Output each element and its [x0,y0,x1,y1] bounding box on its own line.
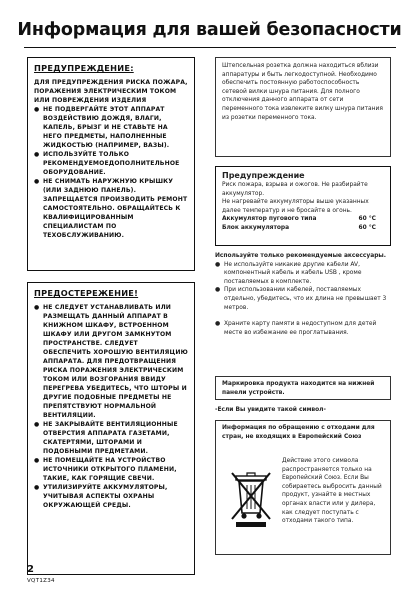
caution-item: ● НЕ ЗАКРЫВАЙТЕ ВЕНТИЛЯЦИОННЫЕ ОТВЕРСТИЯ АППАРАТА ГАЗЕТАМИ, СКАТЕРТЯМИ, ШТОРАМИ И ПОДОБНЫМИ ПРЕДМЕТАМИ. [34,420,188,456]
marking-note-box [215,376,391,400]
disposal-heading: Информация по обращению с отходами для стран, не входящих в Европейский Союз [222,425,375,440]
caution-body [34,303,188,510]
caution-item: ● НЕ ПОМЕЩАЙТЕ НА УСТРОЙСТВО ИСТОЧНИКИ ОТКРЫТОГО ПЛАМЕНИ, ТАКИЕ, КАК ГОРЯЩИЕ СВЕЧИ. [34,456,188,483]
warning-intro: ДЛЯ ПРЕДУПРЕЖДЕНИЯ РИСКА ПОЖАРА, ПОРАЖЕНИЯ ЭЛЕКТРИЧЕСКИМ ТОКОМ ИЛИ ПОВРЕЖДЕНИЯ ИЗДЕЛИЯ [34,79,188,104]
battery-warning-line: Не нагревайте аккумуляторы выше указанных далее температур и не бросайте в огонь. [222,199,369,214]
battery-warning-heading: Предупреждение [222,171,305,180]
caution-box [27,282,195,575]
caution-heading: ПРЕДОСТЕРЕЖЕНИЕ! [34,288,139,298]
warning-heading: ПРЕДУПРЕЖДЕНИЕ: [34,63,134,73]
battery-temp-value: 60 °C [358,216,376,223]
battery-temp-value: 60 °C [358,224,376,231]
page-title: Информация для вашей безопасности [17,20,402,40]
symbol-heading: -Если Вы увидите такой символ- [215,407,326,413]
accessories-item: ● При использовании кабелей, поставляемых отдельно, убедитесь, что их длина не превышает 3 метров. [215,286,393,312]
warning-box [27,57,195,271]
battery-temp-row [222,224,384,233]
battery-warning-box [215,166,391,246]
battery-warning-line: Риск пожара, взрыва и ожогов. Не разбирайте аккумулятор. [222,182,368,197]
marking-note: Маркировка продукта находится на нижней панели устройств. [222,381,375,396]
battery-temp-label: Аккумулятор пугового типа [222,216,317,223]
accessories-item: ● Не используйте никакие другие кабели AV, компонентный кабель и кабель USB , кроме поставляемых в комплекте. [215,261,393,287]
socket-note-box [215,57,391,157]
title-rule [24,47,396,48]
accessories-list [215,261,393,338]
disposal-box [215,420,391,555]
warning-item: ● ИСПОЛЬЗУЙТЕ ТОЛЬКО РЕКОМЕНДУЕМОЕДОПОЛНИТЕЛЬНОЕ ОБОРУДОВАНИЕ. [34,150,188,177]
warning-list [34,105,188,240]
warning-body [34,78,188,240]
accessories-heading: Используйте только рекомендуемые аксессуары. [215,253,386,259]
disposal-text: Действие этого символа распространяется только на Европейский Союз. Если Вы собираетесь выбросить данный продукт, узнайте в местных органах власти или у дилера, как следует поступать с отходами такого типа. [282,458,382,525]
page-number: 2 [27,564,34,575]
crossed-out-wheelie-bin-icon [226,463,276,529]
socket-note: Штепсельная розетка должна находиться вблизи аппаратуры и быть легкодоступной. Необходимо обеспечить постоянную работоспособность сетевой вилки шнура питания. Для полного отключения данного аппарата от сети переменного тока извлеките вилку шнура питания из розетки переменного тока. [222,63,383,121]
document-code: VQT1Z34 [27,578,55,584]
caution-item: ● НЕ СЛЕДУЕТ УСТАНАВЛИВАТЬ ИЛИ РАЗМЕЩАТЬ ДАННЫЙ АППАРАТ В КНИЖНОМ ШКАФУ, ВСТРОЕННОМ ШКАФУ ИЛИ ДРУГОМ ЗАМКНУТОМ ПРОСТРАНСТВЕ. СЛЕДУЕТ ОБЕСПЕЧИТЬ ХОРОШУЮ ВЕНТИЛЯЦИЮ АППАРАТА. ДЛЯ ПРЕДОТВРАЩЕНИЯ РИСКА ПОРАЖЕНИЯ ЭЛЕКТРИЧЕСКИМ ТОКОМ ИЛИ ВОЗГОРАНИЯ ВВИДУ ПЕРЕГРЕВА УБЕДИТЕСЬ, ЧТО ШТОРЫ И ДРУГИЕ ПОДОБНЫЕ ПРЕДМЕТЫ НЕ ПРЕПЯТСТВУЮТ НОРМАЛЬНОЙ ВЕНТИЛЯЦИИ. [34,303,188,420]
accessories-item: ● Храните карту памяти в недоступном для детей месте во избежание ее проглатывания. [215,320,393,337]
battery-temp-label: Блок аккумулятора [222,224,290,231]
warning-item: ● НЕ ПОДВЕРГАЙТЕ ЭТОТ АППАРАТ ВОЗДЕЙСТВИЮ ДОЖДЯ, ВЛАГИ, КАПЕЛЬ, БРЫЗГ И НЕ СТАВЬТЕ НА НЕГО ПРЕДМЕТЫ, НАПОЛНЕННЫЕ ЖИДКОСТЬЮ (НАПРИМЕР, ВАЗЫ). [34,105,188,150]
caution-list [34,303,188,510]
battery-temp-row [222,215,384,224]
warning-item: ● НЕ СНИМАТЬ НАРУЖНУЮ КРЫШКУ (ИЛИ ЗАДНЮЮ ПАНЕЛЬ). ЗАПРЕЩАЕТСЯ ПРОИЗВОДИТЬ РЕМОНТ САМОСТОЯТЕЛЬНО. ОБРАЩАЙТЕСЬ К КВАЛИФИЦИРОВАННЫМ СПЕЦИАЛИСТАМ ПО ТЕХОБСЛУЖИВАНИЮ. [34,177,188,240]
caution-item: ● УТИЛИЗИРУЙТЕ АККУМУЛЯТОРЫ, УЧИТЫВАЯ АСПЕКТЫ ОХРАНЫ ОКРУЖАЮЩЕЙ СРЕДЫ. [34,483,188,510]
accessories-section [215,252,393,337]
